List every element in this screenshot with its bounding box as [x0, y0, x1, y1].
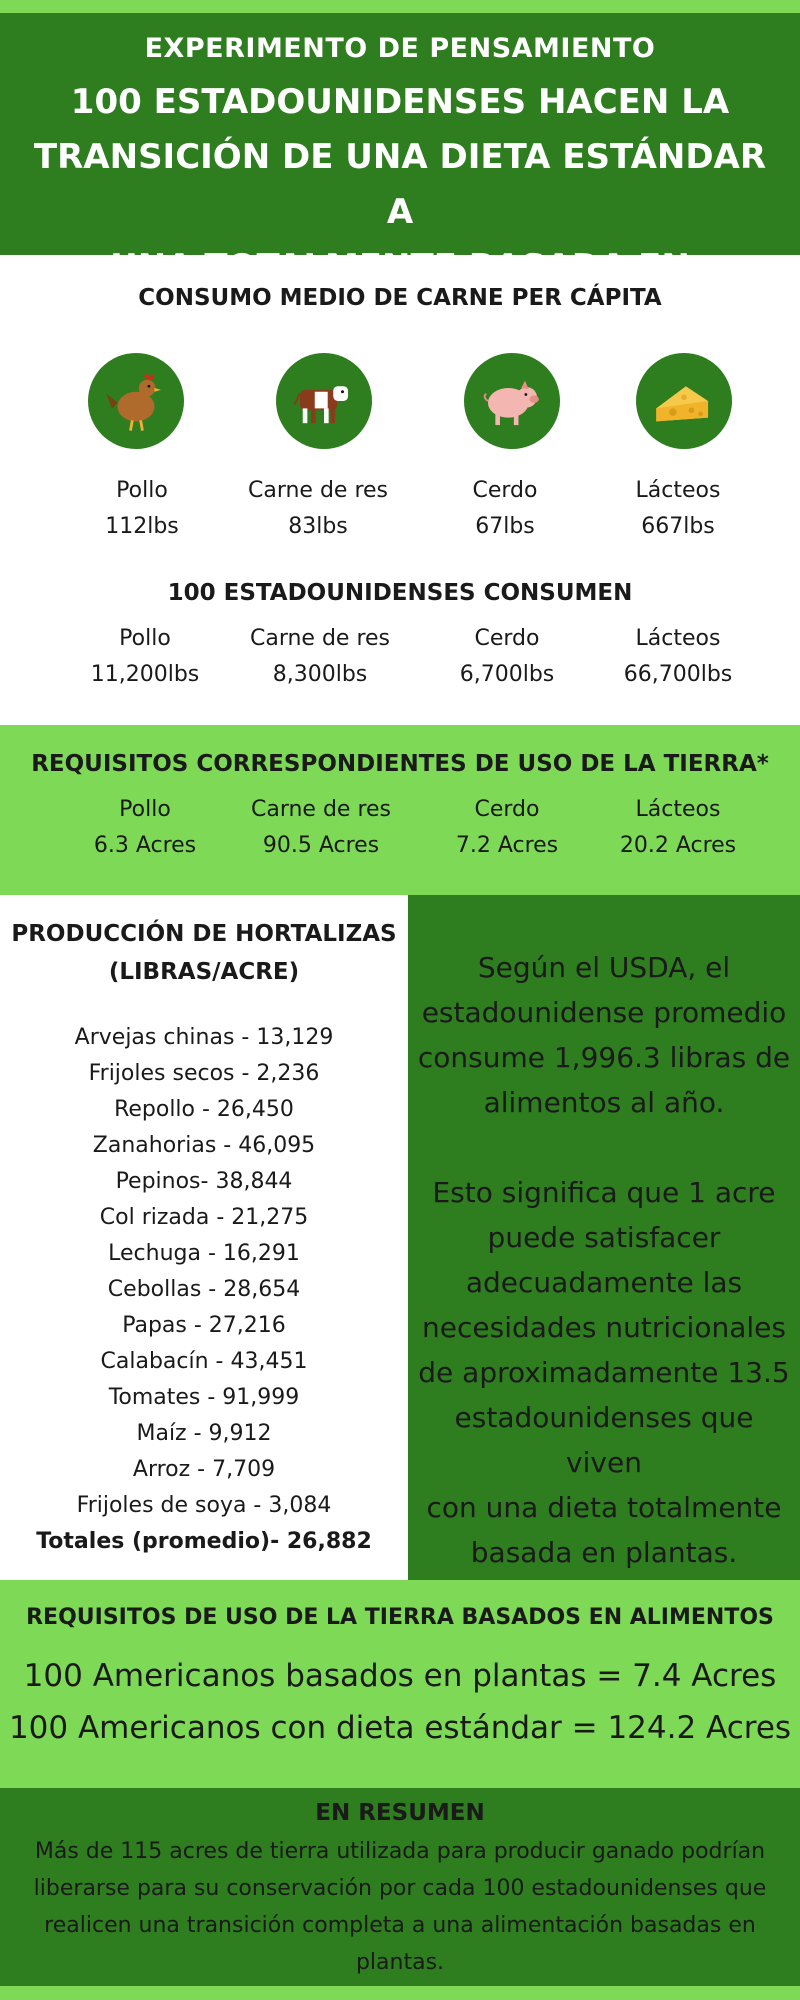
header-kicker: EXPERIMENTO DE PENSAMIENTO: [144, 33, 656, 64]
hundred-label: Pollo: [119, 626, 171, 651]
list-item: Maíz - 9,912: [136, 1421, 272, 1446]
vegetable-title-line: PRODUCCIÓN DE HORTALIZAS: [11, 921, 397, 947]
land-value: 20.2 Acres: [619, 833, 737, 858]
list-item: Pepinos- 38,844: [115, 1169, 293, 1194]
usda-line: estadounidenses que viven: [454, 1401, 754, 1479]
chicken-icon: [88, 353, 184, 449]
land-label: Lácteos: [635, 797, 721, 822]
header-banner: [0, 13, 800, 255]
plant-based-acres: 100 Americanos basados en plantas = 7.4 Acres: [23, 1658, 777, 1694]
list-item: Cebollas - 28,654: [107, 1277, 301, 1302]
consumption-section: [0, 255, 800, 725]
vegetable-list: [0, 1020, 408, 1560]
standard-diet-acres: 100 Americanos con dieta estándar = 124.2 Acres: [8, 1710, 792, 1746]
usda-line: consume 1,996.3 libras de: [417, 1041, 791, 1074]
land-value: 6.3 Acres: [93, 833, 197, 858]
list-item: Frijoles secos - 2,236: [88, 1061, 320, 1086]
list-item: Col rizada - 21,275: [99, 1205, 309, 1230]
list-item: Calabacín - 43,451: [100, 1349, 308, 1374]
hundred-value: 66,700lbs: [623, 662, 733, 687]
vegetable-total: Totales (promedio)- 26,882: [36, 1529, 372, 1554]
cow-icon: [276, 353, 372, 449]
usda-line: Según el USDA, el: [477, 951, 731, 984]
list-item: Zanahorias - 46,095: [92, 1133, 316, 1158]
list-item: Repollo - 26,450: [114, 1097, 294, 1122]
summary-body: [12, 1833, 788, 1981]
list-item: Arvejas chinas - 13,129: [74, 1025, 334, 1050]
per-capita-label: Cerdo: [472, 478, 538, 503]
usda-paragraph-1: [416, 945, 792, 1125]
list-item: Papas - 27,216: [122, 1313, 286, 1338]
land-requirements-section: [0, 725, 800, 895]
vegetable-production-section: [0, 895, 408, 1580]
land-label: Pollo: [119, 797, 171, 822]
summary-section: [0, 1788, 800, 1986]
summary-line: realicen una transición completa a una alimentación basadas en: [44, 1913, 756, 1938]
hundred-label: Carne de res: [249, 626, 391, 651]
per-capita-label: Carne de res: [247, 478, 389, 503]
hundred-consume-title: 100 ESTADOUNIDENSES CONSUMEN: [167, 580, 633, 606]
hundred-value: 8,300lbs: [272, 662, 368, 687]
list-item: Frijoles de soya - 3,084: [76, 1493, 332, 1518]
header-title-line: 100 ESTADOUNIDENSES HACEN LA: [70, 82, 730, 122]
food-land-title: REQUISITOS DE USO DE LA TIERRA BASADOS EN ALIMENTOS: [26, 1605, 774, 1630]
summary-title: EN RESUMEN: [315, 1800, 485, 1826]
land-value: 7.2 Acres: [455, 833, 559, 858]
per-capita-value: 67lbs: [475, 514, 535, 539]
per-capita-value: 83lbs: [288, 514, 348, 539]
usda-line: necesidades nutricionales: [422, 1311, 786, 1344]
usda-panel: [408, 895, 800, 1580]
list-item: Tomates - 91,999: [108, 1385, 300, 1410]
hundred-label: Lácteos: [635, 626, 721, 651]
summary-line: plantas.: [355, 1950, 445, 1975]
summary-line: liberarse para su conservación por cada 100 estadounidenses que: [33, 1876, 767, 1901]
cheese-icon: [636, 353, 732, 449]
usda-line: estadounidense promedio: [421, 996, 787, 1029]
header-title-line: TRANSICIÓN DE UNA DIETA ESTÁNDAR A: [33, 137, 767, 232]
usda-line: Esto significa que 1 acre: [432, 1176, 776, 1209]
per-capita-title: CONSUMO MEDIO DE CARNE PER CÁPITA: [138, 285, 662, 311]
summary-line: Más de 115 acres de tierra utilizada para producir ganado podrían: [34, 1839, 766, 1864]
usda-line: basada en plantas.: [470, 1536, 738, 1569]
pig-icon: [464, 353, 560, 449]
vegetable-production-title: [0, 915, 408, 991]
per-capita-value: 667lbs: [641, 514, 715, 539]
per-capita-label: Lácteos: [635, 478, 721, 503]
list-item: Arroz - 7,709: [132, 1457, 276, 1482]
land-label: Cerdo: [474, 797, 540, 822]
land-requirements-title: REQUISITOS CORRESPONDIENTES DE USO DE LA TIERRA*: [31, 751, 769, 777]
vegetable-title-line: (LIBRAS/ACRE): [108, 959, 300, 985]
usda-line: alimentos al año.: [483, 1086, 725, 1119]
list-item: Lechuga - 16,291: [108, 1241, 300, 1266]
per-capita-label: Pollo: [116, 478, 168, 503]
usda-line: de aproximadamente 13.5: [418, 1356, 790, 1389]
usda-line: adecuadamente las: [465, 1266, 743, 1299]
hundred-label: Cerdo: [474, 626, 540, 651]
usda-line: con una dieta totalmente: [426, 1491, 782, 1524]
land-value: 90.5 Acres: [262, 833, 380, 858]
per-capita-value: 112lbs: [105, 514, 179, 539]
food-land-section: [0, 1580, 800, 1788]
land-label: Carne de res: [250, 797, 392, 822]
usda-paragraph-2: [416, 1170, 792, 1575]
hundred-value: 6,700lbs: [459, 662, 555, 687]
hundred-value: 11,200lbs: [90, 662, 200, 687]
usda-line: puede satisfacer: [487, 1221, 721, 1254]
